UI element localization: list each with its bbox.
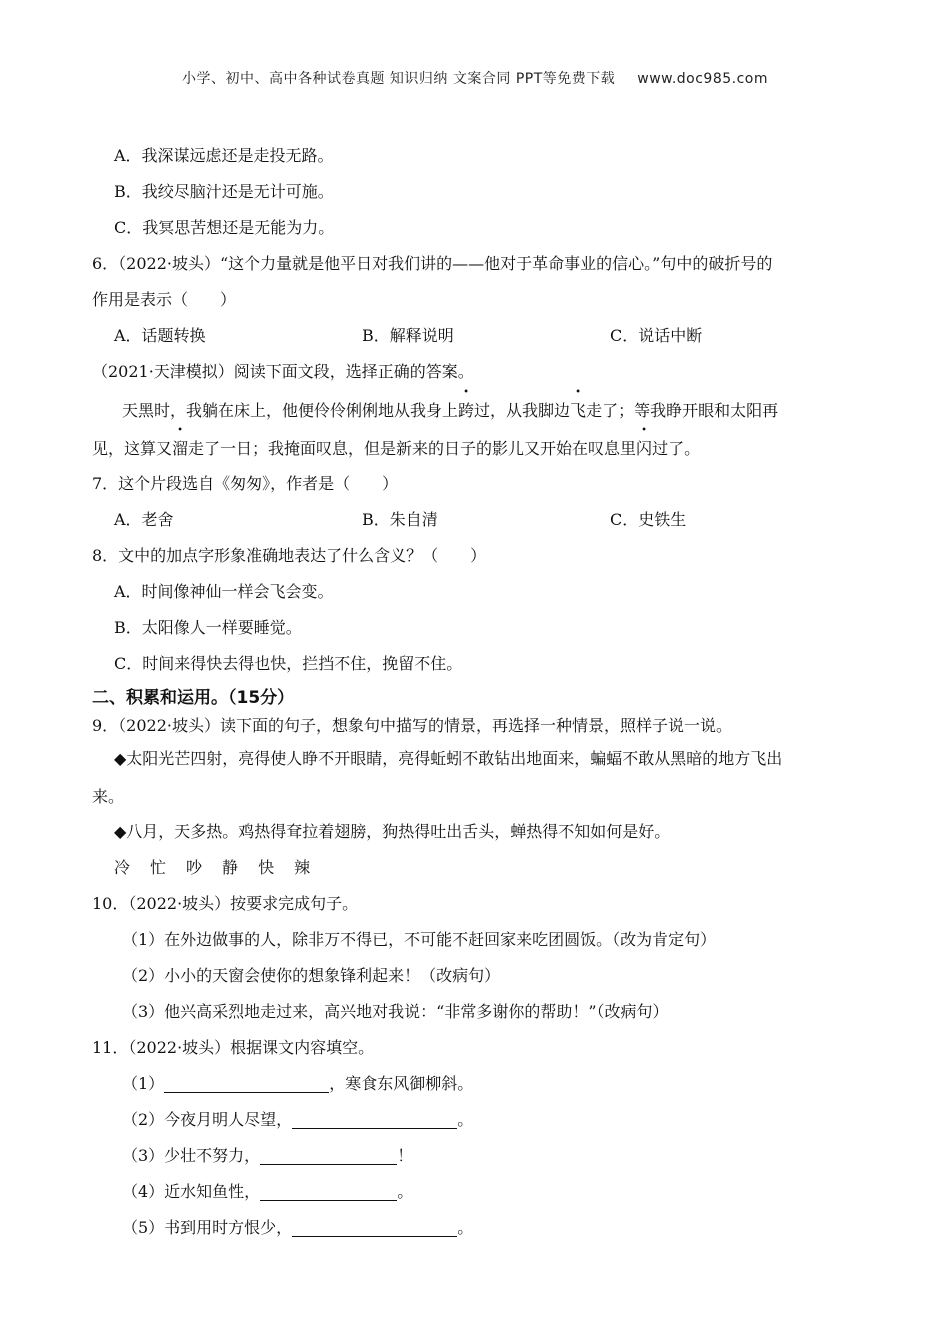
q8-option-b: B．太阳像人一样要睡觉。 — [114, 618, 302, 637]
passage-text: 过了。 — [652, 439, 701, 458]
q6-text-line2: 作用是表示（ ） — [92, 290, 237, 309]
q6-text-line1: 6．（2022·坡头）“这个力量就是他平日对我们讲的——他对于革命事业的信心。”句中的破折号的 — [92, 254, 773, 273]
q9-choice: 静 — [222, 858, 241, 877]
q11-item-prefix: （5）书到用时方恨少， — [122, 1218, 293, 1237]
section-2-title: 二、积累和运用。（15分） — [92, 688, 295, 708]
q10-item-2: （2）小小的天窗会使你的想象锋利起来！（改病句） — [122, 966, 501, 985]
passage-text: 见，这算又 — [92, 439, 173, 458]
q11-item-4 — [92, 1177, 862, 1213]
q9-example-2: ◆八月，天多热。鸡热得耷拉着翅膀，狗热得吐出舌头，蝉热得不知如何是好。 — [114, 822, 671, 841]
q6-options — [92, 321, 862, 357]
passage-text: 走了一日；我掩面叹息，但是新来的日子的影儿又开始在叹息里 — [188, 439, 637, 458]
q7-option-b: B．朱自清 — [362, 510, 438, 529]
q9-choice: 吵 — [186, 858, 205, 877]
q11-text: 11．（2022·坡头）根据课文内容填空。 — [92, 1038, 375, 1057]
q11-item-suffix: ！ — [397, 1146, 414, 1165]
q9-choice: 忙 — [150, 858, 169, 877]
q9-example-1-line1: ◆太阳光芒四射，亮得使人睁不开眼睛，亮得蚯蚓不敢钻出地面来，蝙蝠不敢从黑暗的地方飞出 — [114, 749, 783, 768]
q7-options — [92, 505, 862, 541]
q9-text: 9．（2022·坡头）读下面的句子，想象句中描写的情景，再选择一种情景，照样子说一说。 — [92, 716, 732, 735]
q9-choice: 冷 — [114, 858, 133, 877]
reading-passage-line2 — [92, 431, 862, 469]
q6-option-a: A．话题转换 — [114, 326, 206, 345]
fill-blank[interactable] — [292, 1108, 457, 1129]
emphasized-char: 闪 — [636, 439, 653, 458]
q9-choices — [92, 853, 862, 889]
emphasized-char: 飞 — [570, 401, 587, 420]
passage-text: 天黑时，我躺在床上，他便伶伶俐俐地从我身上 — [122, 401, 459, 420]
q11-item-suffix: 。 — [457, 1218, 474, 1237]
q7-option-a: A．老舍 — [114, 510, 174, 529]
passage-text: 走了；等我睁开眼和太阳再 — [586, 401, 779, 420]
q10-item-1: （1）在外边做事的人，除非万不得已，不可能不赶回家来吃团圆饭。（改为肯定句） — [122, 930, 717, 949]
reading-intro: （2021·天津模拟）阅读下面文段，选择正确的答案。 — [92, 362, 474, 381]
q5-option-b: B．我绞尽脑汁还是无计可施。 — [114, 182, 334, 201]
page-header — [0, 68, 950, 88]
q11-item-2 — [92, 1105, 862, 1141]
fill-blank[interactable] — [260, 1144, 397, 1165]
q11-item-5 — [92, 1213, 862, 1249]
q7-text: 7．这个片段选自《匆匆》，作者是（ ） — [92, 474, 399, 493]
passage-text: 过，从我脚边 — [474, 401, 571, 420]
q6-option-b: B．解释说明 — [362, 326, 454, 345]
q9-choice: 快 — [258, 858, 277, 877]
emphasized-char: 跨 — [458, 401, 475, 420]
q8-option-c: C．时间来得快去得也快，拦挡不住，挽留不住。 — [114, 654, 463, 673]
q11-item-prefix: （4）近水知鱼性， — [122, 1182, 261, 1201]
q11-item-3 — [92, 1141, 862, 1177]
fill-blank[interactable] — [292, 1216, 457, 1237]
q10-text: 10．（2022·坡头）按要求完成句子。 — [92, 894, 359, 913]
q8-option-a: A．时间像神仙一样会飞会变。 — [114, 582, 334, 601]
q9-choice: 辣 — [294, 858, 313, 877]
q11-item-prefix: （3）少壮不努力， — [122, 1146, 261, 1165]
q5-option-a: A．我深谋远虑还是走投无路。 — [114, 146, 334, 165]
q11-item-suffix: 。 — [397, 1182, 414, 1201]
q6-option-c: C．说话中断 — [610, 326, 703, 345]
q9-example-1-line2: 来。 — [92, 787, 125, 806]
q5-option-c: C．我冥思苦想还是无能为力。 — [114, 218, 335, 237]
q11-item-suffix: 。 — [457, 1110, 474, 1129]
exam-content — [92, 141, 862, 1249]
q7-option-c: C．史铁生 — [610, 510, 687, 529]
header-text: 小学、初中、高中各种试卷真题 知识归纳 文案合同 PPT等免费下载 — [181, 71, 616, 87]
reading-passage-line1 — [92, 393, 862, 431]
q11-item-1 — [92, 1069, 862, 1105]
header-site[interactable]: www.doc985.com — [637, 71, 769, 87]
fill-blank[interactable] — [260, 1180, 397, 1201]
emphasized-char: 溜 — [172, 439, 189, 458]
q8-text: 8．文中的加点字形象准确地表达了什么含义？（ ） — [92, 546, 487, 565]
q11-item-prefix: （1） — [122, 1074, 165, 1093]
q10-item-3: （3）他兴高采烈地走过来，高兴地对我说：“非常多谢你的帮助！”（改病句） — [122, 1002, 669, 1021]
q11-item-prefix: （2）今夜月明人尽望， — [122, 1110, 293, 1129]
q11-item-suffix: ，寒食东风御柳斜。 — [329, 1074, 474, 1093]
fill-blank[interactable] — [164, 1072, 329, 1093]
